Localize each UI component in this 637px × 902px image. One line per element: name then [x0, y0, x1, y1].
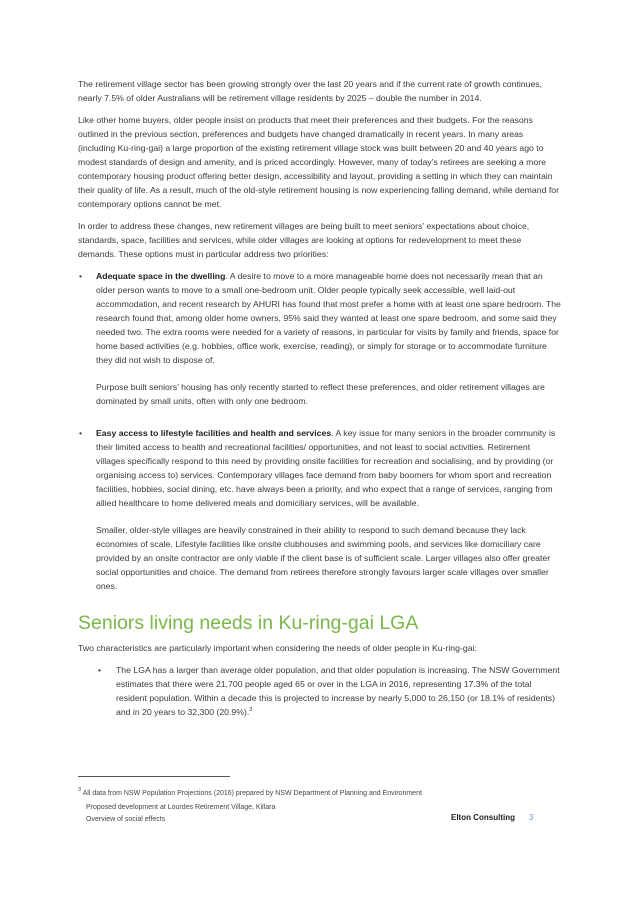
footnote-text: All data from NSW Population Projections (2016) prepared by NSW Department of Planning and Environment — [81, 790, 422, 797]
priority-facilities-body: . A key issue for many seniors in the broader community is their limited access to health and recreational facilities/ opportunities, and not least to social activities. Retirement villages specifically respond to this need by providing onsite facilities for recreation and socialising, and by providing (or organising access to) services. Contemporary villages face demand from baby boomers for whom sport and recreation facilities, hobbies, social dining, etc. have always been a priority, and who expect that a range of services, ranging from allied healthcare to home delivered meals and domiciliary services, will be available. — [96, 428, 556, 508]
footnote — [78, 789, 422, 799]
intro-paragraph-1: The retirement village sector has been growing strongly over the last 20 years and if the current rate of growth continues, nearly 7.5% of older Australians will be retirement village residents by 2025 – double the number in 2014. — [78, 79, 543, 103]
intro-paragraph-3: In order to address these changes, new retirement villages are being built to meet seniors’ expectations about choice, standards, space, facilities and services, while older villages are looking at options for redevelopment to meet these demands. These options must in particular address two priorities: — [78, 221, 530, 259]
footer-branding — [451, 812, 533, 823]
footer-document-info — [86, 802, 275, 825]
priority-space-item — [78, 269, 561, 408]
page-number: 3 — [529, 813, 534, 822]
footer-company-name: Elton Consulting — [451, 813, 515, 822]
priority-space-followup: Purpose built seniors’ housing has only recently started to reflect these preferences, and older retirement villages are dominated by small units, often with only one bedroom. — [96, 382, 545, 406]
bullet-point: • — [79, 271, 83, 281]
footnote-number: 3 — [78, 787, 82, 793]
priority-facilities-text — [96, 426, 561, 510]
priority-facilities-followup: Smaller, older-style villages are heavily constrained in their ability to respond to such demand because they lack economies of scale. Lifestyle facilities like onsite clubhouses and swimming pools, and services like domiciliary care provided by an onsite contractor are only viable if the client base is of sufficient scale. Larger villages also offer greater social opportunities and choice. The demand from retirees therefore strongly favours larger scale villages over smaller ones. — [96, 525, 551, 591]
section-heading: Seniors living needs in Ku-ring-gai LGA — [78, 612, 419, 634]
priority-space-body: . A desire to move to a more manageable home does not necessarily mean that an older person wants to move to a small one-bedroom unit. Older people typically seek accessible, well laid-out accommodation, and recent research by AHURI has found that most prefer a home with at least one spare bedroom. The research found that, among older home owners, 95% said they wanted at least one spare bedroom, and some said they needed two. The extra rooms were needed for a variety of reasons, in particular for visits by family and friends, space for home based activities (e.g. hobbies, office work, exercise, reading), or simply for storage or to accommodate furniture they did not wish to dispose of. — [96, 271, 561, 365]
footnote-divider — [78, 776, 230, 777]
section-intro: Two characteristics are particularly important when considering the needs of older people in Ku-ring-gai: — [78, 643, 477, 653]
footnote-reference[interactable]: 3 — [249, 707, 253, 713]
bullet-point: • — [98, 665, 102, 675]
priority-facilities-item — [78, 426, 561, 593]
body-content — [78, 77, 561, 719]
population-bullet-body: The LGA has a larger than average older population, and that older population is increasing. The NSW Government estimates that there were 21,700 people aged 65 or over in the LGA in 2016, representing 17.3% of the total resident population. Within a decade this is projected to increase by nearly 5,000 to 26,150 (or 18.1% of residents) and in 20 years to 32,300 (20.9%). — [116, 665, 560, 717]
population-bullet-item — [78, 663, 561, 719]
population-bullet-text — [116, 663, 561, 719]
intro-paragraph-2: Like other home buyers, older people insist on products that meet their preferences and their budgets. For the reasons outlined in the previous section, preferences and budgets have changed dramatically in recent years. In many areas (including Ku-ring-gai) a large proportion of the existing retirement village stock was built between 20 and 40 years ago to modest standards of design and amenity, and is priced accordingly. However, many of today’s retirees are seeking a more contemporary housing product offering better design, accessibility and layout, providing a setting in which they can maintain their quality of life. As a result, much of the old-style retirement housing is now experiencing falling demand, while demand for contemporary options cannot be met. — [78, 115, 559, 209]
priority-facilities-heading: Easy access to lifestyle facilities and health and services — [96, 428, 332, 438]
bullet-point: • — [79, 428, 83, 438]
priority-space-heading: Adequate space in the dwelling — [96, 271, 226, 281]
footer-project-title: Proposed development at Lourdes Retirement Village, Killara — [86, 804, 276, 811]
footer-report-title: Overview of social effects — [86, 815, 166, 823]
priority-space-text — [96, 269, 561, 367]
